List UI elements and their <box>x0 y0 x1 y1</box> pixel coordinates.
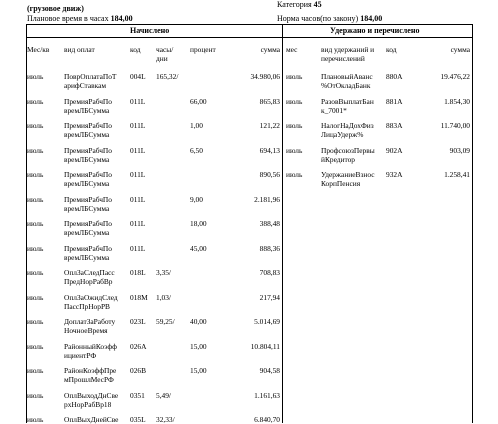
accrued-row-code: 011L <box>130 170 146 179</box>
col-deduction-code: код <box>386 45 397 54</box>
accrued-row-code: 011L <box>130 219 146 228</box>
accrued-row-code: 011L <box>130 97 146 106</box>
accrued-row-month: июль <box>27 97 44 106</box>
accrued-row-hours: 32,33/ <box>156 415 175 424</box>
accrued-row-percent: 15,00 <box>190 342 207 351</box>
norm-hours-value: 184,00 <box>360 14 383 23</box>
accrued-row-percent: 6,50 <box>190 146 203 155</box>
col-accrued-code: код <box>130 45 141 54</box>
accrued-row-month: июль <box>27 244 44 253</box>
deducted-section-title: Удержано и перечислено <box>330 26 420 35</box>
accrued-row-code: 011L <box>130 121 146 130</box>
accrued-row-amount: 694,13 <box>259 146 280 155</box>
accrued-row-code: 011L <box>130 146 146 155</box>
col-accrued-hours: часы/ дни <box>156 45 174 63</box>
accrued-row-hours: 1,03/ <box>156 293 171 302</box>
accrued-row-hours: 3,35/ <box>156 268 171 277</box>
accrued-row-hours: 165,32/ <box>156 72 179 81</box>
accrued-row-type: ПремияРабчПо времЛБСумма <box>64 170 112 188</box>
accrued-row-code: 018M <box>130 293 148 302</box>
accrued-row-amount: 865,83 <box>259 97 280 106</box>
accrued-row-type: ОплВыхДнейСве <box>64 415 119 424</box>
accrued-row-code: 026A <box>130 342 147 351</box>
accrued-section-title: Начислено <box>130 26 170 35</box>
accrued-row-month: июль <box>27 121 44 130</box>
accrued-row-type: ОплВыходДнСве рхНорРабВр18 <box>64 391 119 409</box>
accrued-row-month: июль <box>27 366 44 375</box>
deduction-row-type: УдержаниеВзнос КорпПенсия <box>321 170 375 188</box>
accrued-row-type: ПремияРабчПо времЛБСумма <box>64 244 112 262</box>
deduction-row-code: 883A <box>386 121 403 130</box>
category <box>277 0 322 9</box>
deduction-row-code: 881A <box>386 97 403 106</box>
col-accrued-amount: сумма <box>260 45 280 54</box>
accrued-row-amount: 1.161,63 <box>254 391 280 400</box>
accrued-row-amount: 5.014,69 <box>254 317 280 326</box>
accrued-row-code: 035L <box>130 415 146 424</box>
department-suffix: (грузовое движ) <box>27 4 84 13</box>
col-deduction-type: вид удержаний и перечислений <box>321 45 375 63</box>
col-accrued-type: вид оплат <box>64 45 95 54</box>
accrued-row-month: июль <box>27 72 44 81</box>
planned-hours-label: Плановое время в часах <box>27 14 109 23</box>
col-deduction-amount: сумма <box>450 45 470 54</box>
accrued-row-type: ДоплатЗаРаботу НочноеВремя <box>64 317 116 335</box>
accrued-row-type: ПремияРабчПо времЛБСумма <box>64 97 112 115</box>
category-label: Категория <box>277 0 312 9</box>
accrued-row-amount: 888,36 <box>259 244 280 253</box>
accrued-row-amount: 6.840,70 <box>254 415 280 424</box>
accrued-row-month: июль <box>27 268 44 277</box>
deduction-row-amount: 11.740,00 <box>440 121 470 130</box>
deduction-row-month: июль <box>286 97 303 106</box>
accrued-row-type: РайонКоэффПре мПрошлМесРФ <box>64 366 117 384</box>
deduction-row-amount: 903,09 <box>449 146 470 155</box>
deduction-row-amount: 1.258,41 <box>444 170 470 179</box>
deduction-row-month: июль <box>286 170 303 179</box>
accrued-row-amount: 890,56 <box>259 170 280 179</box>
accrued-row-type: ОплЗаСледПасс ПредНорРабВр <box>64 268 115 286</box>
col-deduction-month: мес <box>286 45 298 54</box>
accrued-row-amount: 217,94 <box>259 293 280 302</box>
deduction-row-amount: 1.854,30 <box>444 97 470 106</box>
deduction-row-month: июль <box>286 121 303 130</box>
accrued-row-amount: 904,58 <box>259 366 280 375</box>
accrued-row-code: 011L <box>130 244 146 253</box>
accrued-row-amount: 121,22 <box>259 121 280 130</box>
accrued-row-code: 023L <box>130 317 146 326</box>
accrued-row-type: ПремияРабчПо времЛБСумма <box>64 219 112 237</box>
norm-hours <box>277 14 382 23</box>
accrued-row-month: июль <box>27 342 44 351</box>
accrued-row-percent: 18,00 <box>190 219 207 228</box>
accrued-row-amount: 2.181,96 <box>254 195 280 204</box>
accrued-row-month: июль <box>27 415 44 424</box>
accrued-row-hours: 59,25/ <box>156 317 175 326</box>
accrued-row-code: 018L <box>130 268 146 277</box>
planned-hours-value: 184,00 <box>110 14 133 23</box>
table-middle-divider <box>282 24 283 423</box>
accrued-row-month: июль <box>27 293 44 302</box>
accrued-row-type: ПремияРабчПо времЛБСумма <box>64 121 112 139</box>
accrued-row-amount: 388,48 <box>259 219 280 228</box>
accrued-row-month: июль <box>27 317 44 326</box>
accrued-row-code: 011L <box>130 195 146 204</box>
deduction-row-code: 880A <box>386 72 403 81</box>
accrued-row-amount: 10.804,11 <box>250 342 280 351</box>
accrued-row-type: ОплЗаОжидСлед ПассПрНорРВ <box>64 293 118 311</box>
deduction-row-code: 902A <box>386 146 403 155</box>
section-header-border <box>26 37 472 38</box>
deduction-row-type: ПрофсоюзПервы йКредитор <box>321 146 375 164</box>
accrued-row-type: ПремияРабчПо времЛБСумма <box>64 195 112 213</box>
accrued-row-percent: 45,00 <box>190 244 207 253</box>
accrued-row-amount: 708,83 <box>259 268 280 277</box>
accrued-row-month: июль <box>27 146 44 155</box>
category-value: 45 <box>313 0 322 9</box>
deduction-row-month: июль <box>286 72 303 81</box>
accrued-row-percent: 1,00 <box>190 121 203 130</box>
accrued-row-code: 0351 <box>130 391 145 400</box>
deduction-row-month: июль <box>286 146 303 155</box>
accrued-row-type: ПоврОплатаПоТ арифСтавкам <box>64 72 117 90</box>
planned-hours <box>27 14 133 23</box>
norm-hours-label: Норма часов(по закону) <box>277 14 359 23</box>
col-accrued-month: Мес/кв <box>27 45 50 54</box>
deduction-row-type: РазовВыплатБан к_7001* <box>321 97 374 115</box>
accrued-row-code: 004L <box>130 72 146 81</box>
accrued-row-month: июль <box>27 391 44 400</box>
accrued-row-type: ПремияРабчПо времЛБСумма <box>64 146 112 164</box>
accrued-row-code: 026B <box>130 366 147 375</box>
col-accrued-percent: процент <box>190 45 216 54</box>
table-right-border <box>472 24 473 423</box>
deduction-row-type: ПлановыйАванс %ОтОкладБанк <box>321 72 373 90</box>
accrued-row-month: июль <box>27 195 44 204</box>
accrued-row-month: июль <box>27 219 44 228</box>
deduction-row-code: 932A <box>386 170 403 179</box>
accrued-row-hours: 5,49/ <box>156 391 171 400</box>
accrued-row-month: июль <box>27 170 44 179</box>
deduction-row-amount: 19.476,22 <box>440 72 470 81</box>
accrued-row-percent: 66,00 <box>190 97 207 106</box>
accrued-row-percent: 9,00 <box>190 195 203 204</box>
accrued-row-percent: 40,00 <box>190 317 207 326</box>
table-top-border <box>26 24 472 25</box>
accrued-row-type: РайонныйКоэфф ициентРФ <box>64 342 117 360</box>
accrued-row-percent: 15,00 <box>190 366 207 375</box>
deduction-row-type: НалогНаДохФиз ЛицаУдерж% <box>321 121 374 139</box>
accrued-row-amount: 34.980,06 <box>250 72 280 81</box>
